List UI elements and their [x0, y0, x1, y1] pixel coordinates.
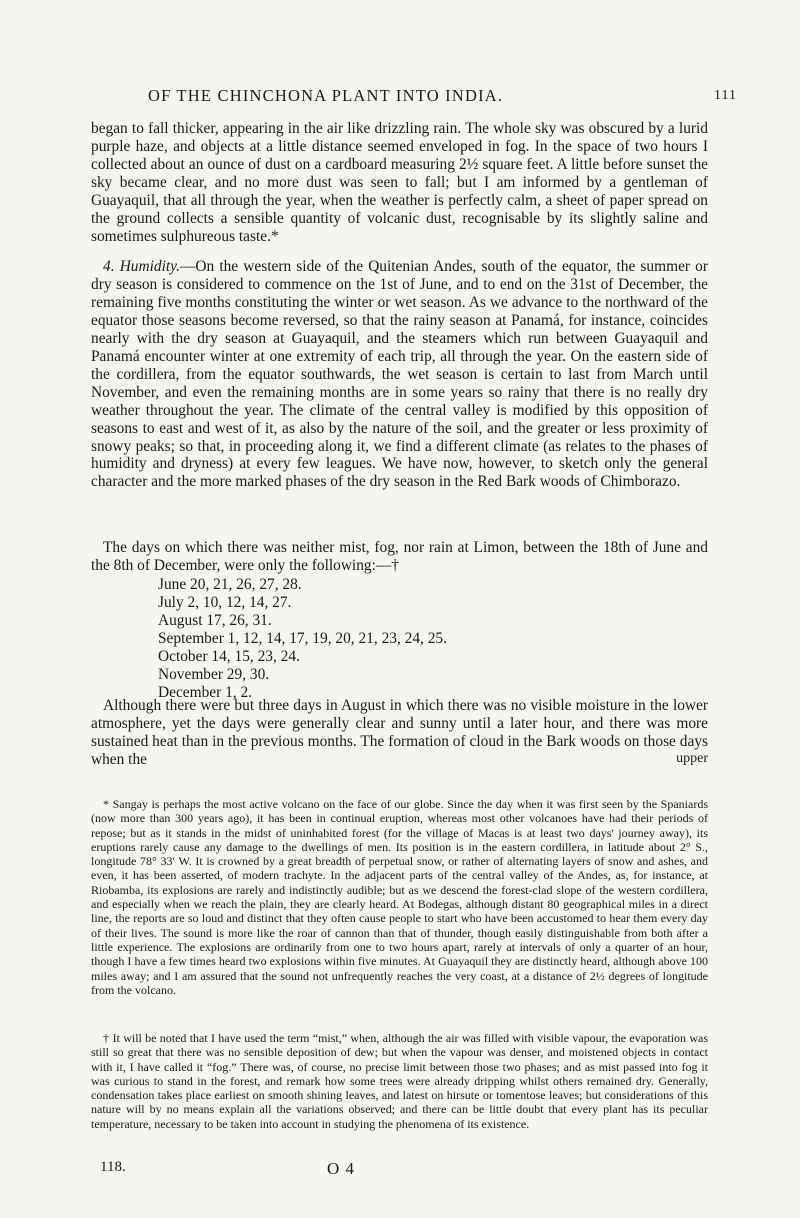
list-item: September 1, 12, 14, 17, 19, 20, 21, 23, 24, 25.	[158, 630, 447, 647]
footnote-text: † It will be noted that I have used the term “mist,” when, although the air was filled with visible vapour, the evaporation was still so great that there was no sensible deposition of dew; but when the vapour was denser, and moistened objects in contact with it, I have called it “fog.” There was, of course, no precise limit between those two phases; and as mist passed into fog it was curious to stand in the forest, and remark how some trees were already dripping whilst others remained dry. Generally, condensation takes place earliest on smooth shining leaves, and latest on hirsute or tomentose leaves; but considerations of this nature will by no means explain all the variations observed; and there can be little doubt that every plant has its peculiar temperature, necessary to be taken into account in studying the phenomena of its existence.	[91, 1031, 708, 1131]
paragraph-text: began to fall thicker, appearing in the air like drizzling rain. The whole sky was obscured by a lurid purple haze, and objects at a little distance seemed enveloped in fog. In the space of two hours I collected about an ounce of dust on a cardboard measuring 2½ square feet. A little before sunset the sky became clear, and no more dust was seen to fall; but I am informed by a gentleman of Guayaquil, that all through the year, when the weather is perfectly calm, a sheet of paper spread on the ground collects a sensible quantity of volcanic dust, recognisable by its slightly saline and sometimes sulphureous taste.*	[91, 120, 708, 245]
paragraph-august	[91, 697, 708, 769]
paragraph-text: The days on which there was neither mist, fog, nor rain at Limon, between the 18th of June and the 8th of December, were only the following:—†	[91, 539, 708, 574]
volume-mark: 118.	[100, 1159, 126, 1175]
paragraph-text: Although there were but three days in August in which there was no visible moisture in the lower atmosphere, yet the days were generally clear and sunny until a later hour, and there was more sustained heat than in the previous months. The formation of cloud in the Bark woods on those days when the	[91, 697, 708, 768]
dry-days-list	[158, 576, 447, 702]
paragraph-humidity	[91, 258, 708, 491]
paragraph-dust	[91, 120, 708, 246]
list-item: October 14, 15, 23, 24.	[158, 648, 300, 665]
list-item: July 2, 10, 12, 14, 27.	[158, 594, 292, 611]
list-item: December 1, 2.	[158, 684, 253, 701]
page-header	[0, 86, 800, 110]
page-number: 111	[714, 88, 737, 103]
signature-mark: O 4	[327, 1159, 356, 1178]
footnote-text: * Sangay is perhaps the most active volcano on the face of our globe. Since the day when it was first seen by the Spaniards (now more than 300 years ago), it has been in continual eruption, whereas most other volcanoes have had their periods of repose; but as it stands in the midst of uninhabited forest (for the village of Macas is at least two days' journey away), its eruptions rarely cause any damage to the dwellings of men. Its position is in the eastern cordillera, in latitude about 2° S., longitude 78° 33′ W. It is crowned by a great breadth of perpetual snow, or rather of alternating layers of snow and ashes, and even, it has been asserted, of modern trachyte. In the adjacent parts of the central valley of the Andes, as, for instance, at Riobamba, its explosions are rarely and indistinctly audible; but as we descend the forest-clad slope of the western cordillera, and especially when we reach the plain, they are clearly heard. At Bodegas, although distant 80 geographical miles in a direct line, the reports are so loud and distinct that they often cause people to start who have been accustomed to hear them every day of their lives. The sound is more like the roar of cannon than that of thunder, though easily distinguishable from both after a little experience. The explosions are ordinarily from one to two hours apart, rarely at intervals of only a quarter of an hour, though I have a few times heard two explosions within five minutes. At Guayaquil they are distinctly heard, although above 100 miles away; and I am assured that the sound not unfrequently reaches the very coast, at a distance of 2½ degrees of longitude from the volcano.	[91, 797, 708, 997]
paragraph-text: —On the western side of the Quitenian Andes, south of the equator, the summer or dry season is considered to commence on the 1st of June, and to end on the 31st of December, the remaining five months constituting the winter or wet season. As we advance to the northward of the equator those seasons become reversed, so that the rainy season at Panamá, for instance, coincides nearly with the dry season at Guayaquil, and the steamers which run between Guayaquil and Panamá encounter winter at one extremity of each trip, all through the year. On the eastern side of the cordillera, from the equator southwards, the wet season is certain to last from March until November, and even the remaining months are in some years so rainy that there is no really dry weather throughout the year. The climate of the central valley is modified by this opposition of seasons to east and west of it, as also by the nature of the soil, and the greater or less proximity of snowy peaks; so that, in proceeding along it, we find a different climate (as relates to the phases of humidity and dryness) at every few leagues. We have now, however, to sketch only the general character and the more marked phases of the dry season in the Red Bark woods of Chimborazo.	[91, 258, 708, 491]
footnote-mist	[91, 1031, 708, 1131]
list-item: June 20, 21, 26, 27, 28.	[158, 576, 302, 593]
page-footer	[0, 1159, 800, 1181]
running-title: OF THE CHINCHONA PLANT INTO INDIA.	[148, 86, 504, 105]
catchword: upper	[676, 751, 708, 766]
section-heading: 4. Humidity.	[103, 258, 180, 275]
footnote-sangay	[91, 797, 708, 997]
list-item: August 17, 26, 31.	[158, 612, 272, 629]
list-item: November 29, 30.	[158, 666, 270, 683]
paragraph-dry-days	[91, 539, 708, 575]
